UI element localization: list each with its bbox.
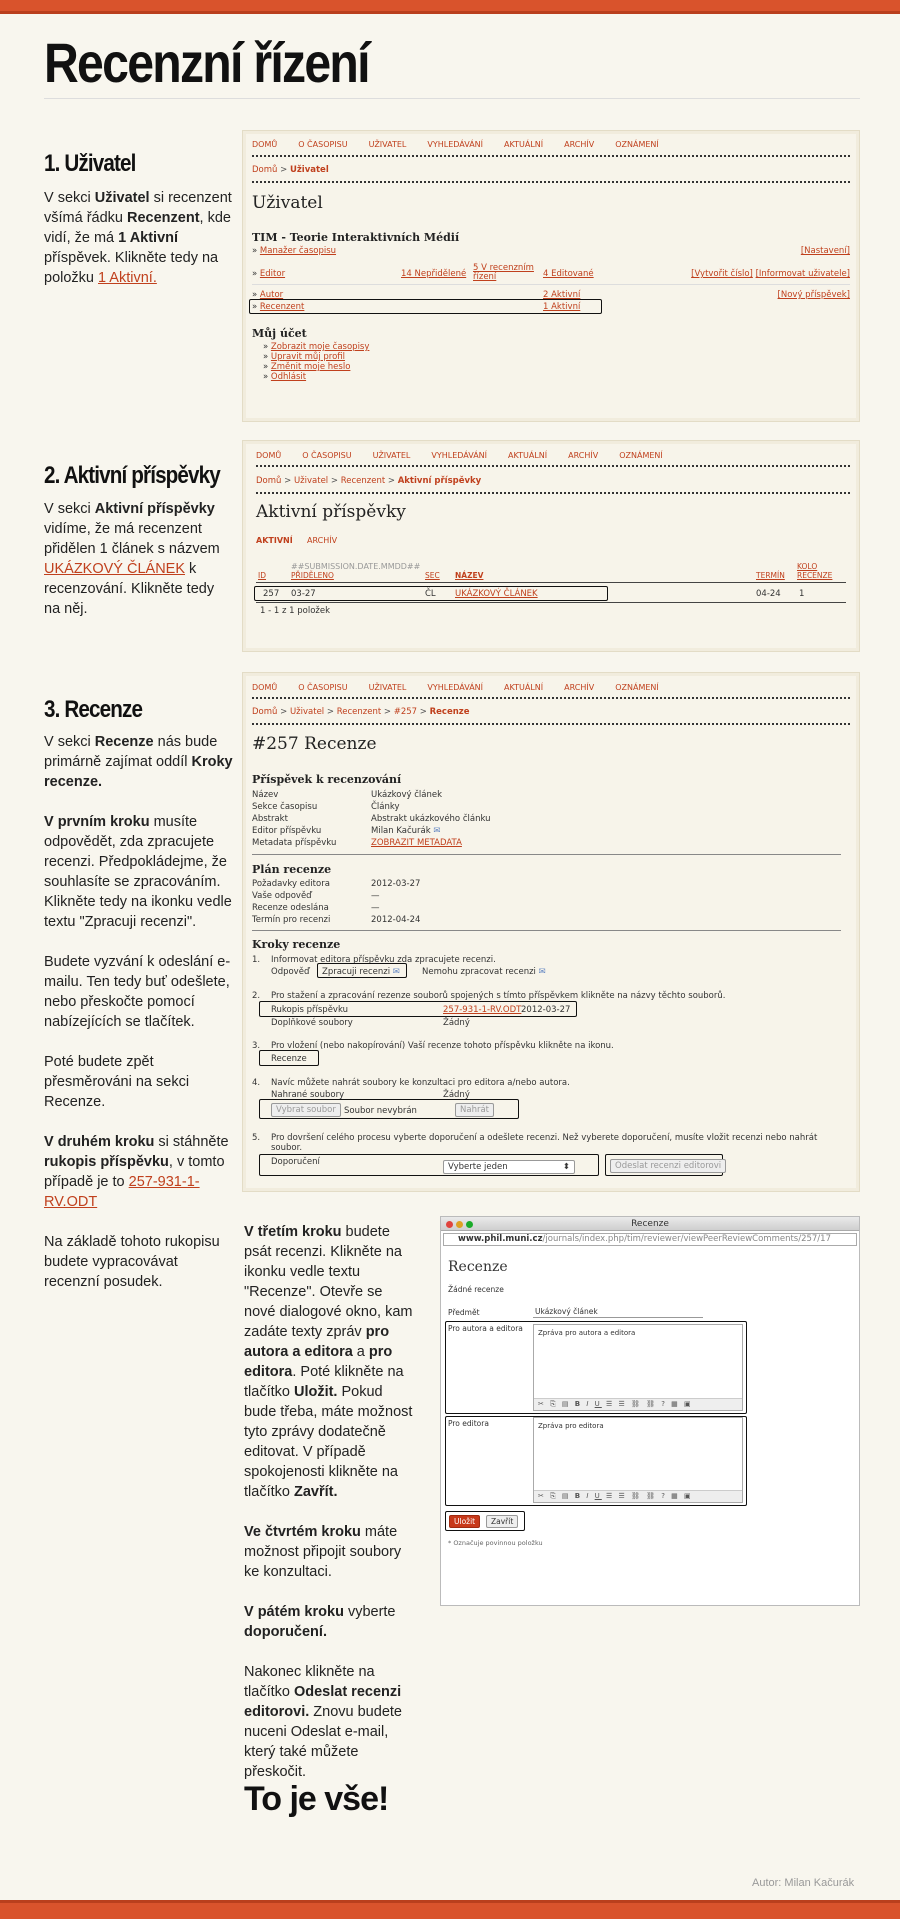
section-3-text: V sekci Recenze nás bude primárně zajímat oddíl Kroky recenze. V prvním kroku musíte odpovědět, zda zpracujete recenzi. Předpokládejme, že souhlasíte se zpracováním. Klikněte tedy na ikonku vedle textu "Zpracuji recenzi". Budete vyzvání k odeslání e-mailu. Ten tedy buť odešlete, nebo přeskočte pomocí nabízejících se tlačítek. Poté budete zpět přesměrováni na sekci Recenze. V druhém kroku si stáhněte rukopis příspěvku, v tomto případě je to 257-931-1-RV.ODT Na základě tohoto rukopisu budete vypracovávat recenzní posudek.	[44, 734, 233, 1290]
choose-file-button[interactable]: Vybrat soubor	[271, 1103, 341, 1117]
link-author[interactable]: Autor	[259, 290, 284, 300]
col-assigned[interactable]: PŘIDĚLENO	[291, 571, 334, 580]
section-1-heading: 1. Uživatel	[44, 150, 136, 177]
upload-button[interactable]: Nahrát	[455, 1103, 494, 1117]
save-button[interactable]: Uložit	[449, 1515, 480, 1528]
top-nav-3: DOMŮ O ČASOPISU UŽIVATEL VYHLEDÁVÁNÍ AKTUÁLNÍ ARCHÍV OZNÁMENÍ	[252, 683, 659, 692]
window-close-icon[interactable]	[446, 1221, 453, 1228]
dialog-heading: Recenze	[448, 1259, 508, 1275]
email-icon[interactable]: ✉	[433, 826, 441, 836]
link-my-journals[interactable]: Zobrazit moje časopisy	[270, 342, 370, 352]
user-panel: DOMŮ O ČASOPISU UŽIVATEL VYHLEDÁVÁNÍ AKTUÁLNÍ ARCHÍV OZNÁMENÍ Domů > Uživatel Uživatel TIM - Teorie Interaktivních Médií » Manažer časopisu [Nastavení] » Editor 14 Nepřidělené 5 V recenzním řízení 4 Editované [Vytvořit číslo] [Informovat uživatele] » Autor 2 Aktivní [Nový příspěvek] » Recenzent 1 Aktivní Můj účet » Zobrazit moje časopisy » Upravit můj profil » Změnit moje heslo » Odhlásit	[242, 130, 860, 422]
link-editor[interactable]: Editor	[259, 269, 286, 279]
article-link[interactable]: UKÁZKOVÝ ČLÁNEK	[44, 561, 186, 577]
page-title: Recenzní řízení	[44, 31, 369, 94]
link-reviewer-active[interactable]: 1 Aktivní	[543, 302, 581, 312]
tab-active[interactable]: AKTIVNÍ	[256, 536, 293, 545]
title-divider	[44, 98, 860, 99]
link-change-password[interactable]: Změnit moje heslo	[270, 362, 351, 372]
final-heading: To je vše!	[244, 1780, 389, 1818]
row-term: 04-24	[756, 589, 781, 599]
top-nav	[252, 140, 680, 149]
nav-announcements[interactable]: OZNÁMENÍ	[615, 140, 659, 149]
editor-actions	[691, 269, 850, 279]
decline-email-icon: ✉	[538, 967, 546, 977]
top-bar	[0, 0, 900, 14]
row-id: 257	[263, 589, 280, 599]
bottom-bar	[0, 1900, 900, 1919]
active-submissions-panel	[242, 440, 860, 652]
link-in-review[interactable]: 5 V recenzním řízení	[473, 263, 534, 282]
author-editor-textarea[interactable]: Zpráva pro autora a editora ✂ ⎘ ▤ B I U ☰ ☰ ⛓ ⛓ ? ▦ ▣	[533, 1324, 743, 1411]
crumb-divider	[252, 181, 850, 183]
tab-archive[interactable]: ARCHÍV	[307, 536, 338, 545]
file-link[interactable]: 257-931-1-RV.ODT	[44, 1174, 200, 1210]
account-links: » Zobrazit moje časopisy » Upravit můj profil » Změnit moje heslo » Odhlásit	[263, 342, 370, 382]
section-3-heading: 3. Recenze	[44, 696, 143, 723]
col-term[interactable]: TERMÍN	[756, 571, 785, 580]
recommendation-select[interactable]: Vyberte jeden ⬍	[443, 1160, 575, 1174]
active-link[interactable]: 1 Aktivní.	[98, 270, 157, 286]
step1-text: Informovat editora příspěvku zda zpracujete recenzi.	[271, 955, 496, 965]
accept-email-icon: ✉	[392, 967, 400, 977]
link-manager[interactable]: Manažer časopisu	[259, 246, 337, 256]
link-logout[interactable]: Odhlásit	[270, 372, 307, 382]
submission-heading: Příspěvek k recenzování	[252, 773, 402, 786]
link-unassigned[interactable]: 14 Nepřidělené	[401, 269, 467, 279]
nav-home[interactable]: DOMŮ	[252, 140, 278, 149]
decline-option[interactable]: Nemohu zpracovat recenzi ✉	[422, 967, 546, 977]
link-reviewer[interactable]: Recenzent	[259, 302, 305, 312]
section-2-heading: 2. Aktivní příspěvky	[44, 462, 220, 489]
review-button[interactable]: Recenze	[271, 1054, 307, 1064]
plan-labels: Požadavky editora Vaše odpověď Recenze odeslána Termín pro recenzi	[252, 879, 331, 925]
nav-about[interactable]: O ČASOPISU	[298, 140, 348, 149]
section-2-text: V sekci Aktivní příspěvky vidíme, že má recenzent přidělen 1 článek s názvem UKÁZKOVÝ ČLÁNEK k recenzování. Klikněte tedy na něj.	[44, 501, 220, 617]
row-article-link[interactable]: UKÁZKOVÝ ČLÁNEK	[455, 589, 538, 599]
nav-search[interactable]: VYHLEDÁVÁNÍ	[427, 140, 484, 149]
crumb-home[interactable]: Domů	[252, 165, 278, 175]
link-author-active[interactable]: 2 Aktivní	[543, 290, 581, 300]
review-panel: DOMŮ O ČASOPISU UŽIVATEL VYHLEDÁVÁNÍ AKTUÁLNÍ ARCHÍV OZNÁMENÍ Domů > Uživatel > Recenzent > #257 > Recenze #257 Recenze Příspěvek k recenzování Název Sekce časopisu Abstrakt Editor příspěvku Metadata příspěvku Ukázkový článek Články Abstrakt ukázkového článku Milan Kačurák ✉ ZOBRAZIT METADATA Plán recenze Požadavky editora Vaše odpověď Recenze odeslána Termín pro recenzi 2012-03-27 — — 2012-04-24 Kroky recenze 1. Informovat editora příspěvku zda zpracujete recenzi. Odpověď Zpracuji recenzi ✉ Nemohu zpracovat recenzi ✉ 2. Pro stažení a zpracování rezenze souborů spojených s tímto příspěvkem klikněte na názvy těchto souborů. Rukopis příspěvku 257-931-1-RV.ODT 2012-03-27 Doplňkové soubory Žádný 3. Pro vložení (nebo nakopírování) Vaší recenze tohoto příspěvku klikněte na ikonu. Recenze 4. Navíc můžete nahrát soubory ke konzultaci pro editora a/nebo autora. Nahrané soubory Žádný Vybrat soubor Soubor nevybrán Nahrát 5. Pro dovršení celého procesu vyberte doporučení a odešlete recenzi. Než vyberete doporučení, musíte vložit recenzi nebo nahrát soubor. Doporučení Vyberte jeden ⬍ Odeslat recenzi editorovi	[242, 672, 860, 1192]
section-4-text: V třetím kroku budete psát recenzi. Klikněte na ikonku vedle textu "Recenze". Otevře se nové dialogové okno, kam zadáte texty zpráv pro autora a editora a pro editora. Poté klikněte na tlačítko Uložit. Pokud bude třeba, máte možnost tyto zprávy dodatečně editovat. V případě spokojenosti klikněte na tlačítko Zavřít. Ve čtvrtém kroku máte možnost připojit soubory ke konzultaci. V pátém kroku vyberte doporučení. Nakonec klikněte na tlačítko Odeslat recenzi editorovi. Znovu budete nuceni Odeslat e-mail, který také můžete přeskočit.	[244, 1224, 413, 1780]
active-page-title: Aktivní příspěvky	[256, 502, 406, 522]
link-editing[interactable]: 4 Editované	[543, 269, 594, 279]
step5-text: Pro dovršení celého procesu vyberte doporučení a odešlete recenzi. Než vyberete doporučení, musíte vložit recenzi nebo nahrát soubor.	[271, 1133, 818, 1153]
manuscript-file-link[interactable]: 257-931-1-RV.ODT	[443, 1005, 522, 1015]
accept-option[interactable]: Zpracuji recenzi ✉	[322, 967, 400, 977]
row-manager: » Manažer časopisu	[252, 246, 337, 256]
subject-input[interactable]: Ukázkový článek	[533, 1307, 703, 1318]
top-nav-2: DOMŮ O ČASOPISU UŽIVATEL VYHLEDÁVÁNÍ AKTUÁLNÍ ARCHÍV OZNÁMENÍ	[256, 451, 663, 460]
link-create-issue[interactable]: [Vytvořit číslo]	[691, 269, 753, 279]
col-id[interactable]: ID	[258, 571, 266, 580]
link-new-submission[interactable]: [Nový příspěvek]	[777, 290, 850, 300]
row-round: 1	[799, 589, 805, 599]
row-sec: ČL	[425, 589, 436, 599]
author-credit: Autor: Milan Kačurák	[752, 1877, 855, 1889]
breadcrumb-2: Domů > Uživatel > Recenzent > Aktivní příspěvky	[256, 476, 482, 486]
close-button[interactable]: Zavřít	[486, 1515, 518, 1528]
nav-archive[interactable]: ARCHÍV	[564, 140, 595, 149]
row-assigned: 03-27	[291, 589, 316, 599]
breadcrumb-3: Domů > Uživatel > Recenzent > #257 > Recenze	[252, 707, 470, 717]
step4-text: Navíc můžete nahrát soubory ke konzultaci pro editora a/nebo autora.	[271, 1078, 570, 1088]
col-name[interactable]: NÁZEV	[455, 571, 484, 580]
col-sec[interactable]: SEC	[425, 571, 440, 580]
date-format: ##SUBMISSION.DATE.MMDD##	[291, 562, 421, 571]
window-zoom-icon[interactable]	[466, 1221, 473, 1228]
review-dialog-window: Recenze www.phil.muni.cz/journals/index.php/tim/reviewer/viewPeerReviewComments/257/17 Recenze Žádné recenze Předmět Ukázkový článek Pro autora a editora Zpráva pro autora a editora ✂ ⎘ ▤ B I U ☰ ☰ ⛓ ⛓ ? ▦ ▣ Pro editora Zpráva pro editora ✂ ⎘ ▤ B I U ☰ ☰ ⛓ ⛓ ? ▦ ▣ Uložit Zavřít * Označuje povinnou položku	[440, 1216, 860, 1606]
step2-text: Pro stažení a zpracování rezenze souborů spojených s tímto příspěvkem klikněte na názvy těchto souborů.	[271, 991, 726, 1001]
nav-divider	[252, 155, 850, 157]
plan-values: 2012-03-27 — — 2012-04-24	[371, 879, 421, 925]
col-round[interactable]: KOLO RECENZE	[797, 562, 833, 580]
journal-name: TIM - Teorie Interaktivních Médií	[252, 231, 460, 244]
user-page-title: Uživatel	[252, 193, 323, 213]
nav-user[interactable]: UŽIVATEL	[368, 140, 407, 149]
window-minimize-icon[interactable]	[456, 1221, 463, 1228]
steps-heading: Kroky recenze	[252, 938, 341, 951]
metadata-link[interactable]: ZOBRAZIT METADATA	[371, 838, 462, 848]
submission-values: Ukázkový článek Články Abstrakt ukázkového článku Milan Kačurák ✉ ZOBRAZIT METADATA	[371, 790, 491, 848]
editor-toolbar-2[interactable]: ✂ ⎘ ▤ B I U ☰ ☰ ⛓ ⛓ ? ▦ ▣	[534, 1490, 742, 1502]
item-count: 1 - 1 z 1 položek	[260, 606, 331, 616]
link-notify[interactable]: [Informovat uživatele]	[755, 269, 850, 279]
my-account-heading: Můj účet	[252, 327, 307, 340]
review-page-title: #257 Recenze	[252, 734, 377, 754]
editor-toolbar-1[interactable]: ✂ ⎘ ▤ B I U ☰ ☰ ⛓ ⛓ ? ▦ ▣	[534, 1398, 742, 1410]
nav-current[interactable]: AKTUÁLNÍ	[504, 140, 544, 149]
breadcrumb: Domů > Uživatel	[252, 165, 329, 175]
address-bar[interactable]: www.phil.muni.cz/journals/index.php/tim/reviewer/viewPeerReviewComments/257/17	[443, 1233, 857, 1246]
step3-text: Pro vložení (nebo nakopírování) Vaší recenze tohoto příspěvku klikněte na ikonu.	[271, 1041, 614, 1051]
send-review-button[interactable]: Odeslat recenzi editorovi	[610, 1159, 726, 1173]
section-1-text: V sekci Uživatel si recenzent všímá řádku Recenzent, kde vidí, že má 1 Aktivní příspěvek. Klikněte tedy na položku 1 Aktivní.	[44, 190, 232, 286]
window-titlebar: Recenze	[441, 1217, 859, 1231]
plan-heading: Plán recenze	[252, 863, 332, 876]
submission-labels: Název Sekce časopisu Abstrakt Editor příspěvku Metadata příspěvku	[252, 790, 337, 848]
link-settings[interactable]: [Nastavení]	[800, 246, 850, 256]
editor-textarea[interactable]: Zpráva pro editora ✂ ⎘ ▤ B I U ☰ ☰ ⛓ ⛓ ? ▦ ▣	[533, 1417, 743, 1503]
link-edit-profile[interactable]: Upravit můj profil	[270, 352, 346, 362]
